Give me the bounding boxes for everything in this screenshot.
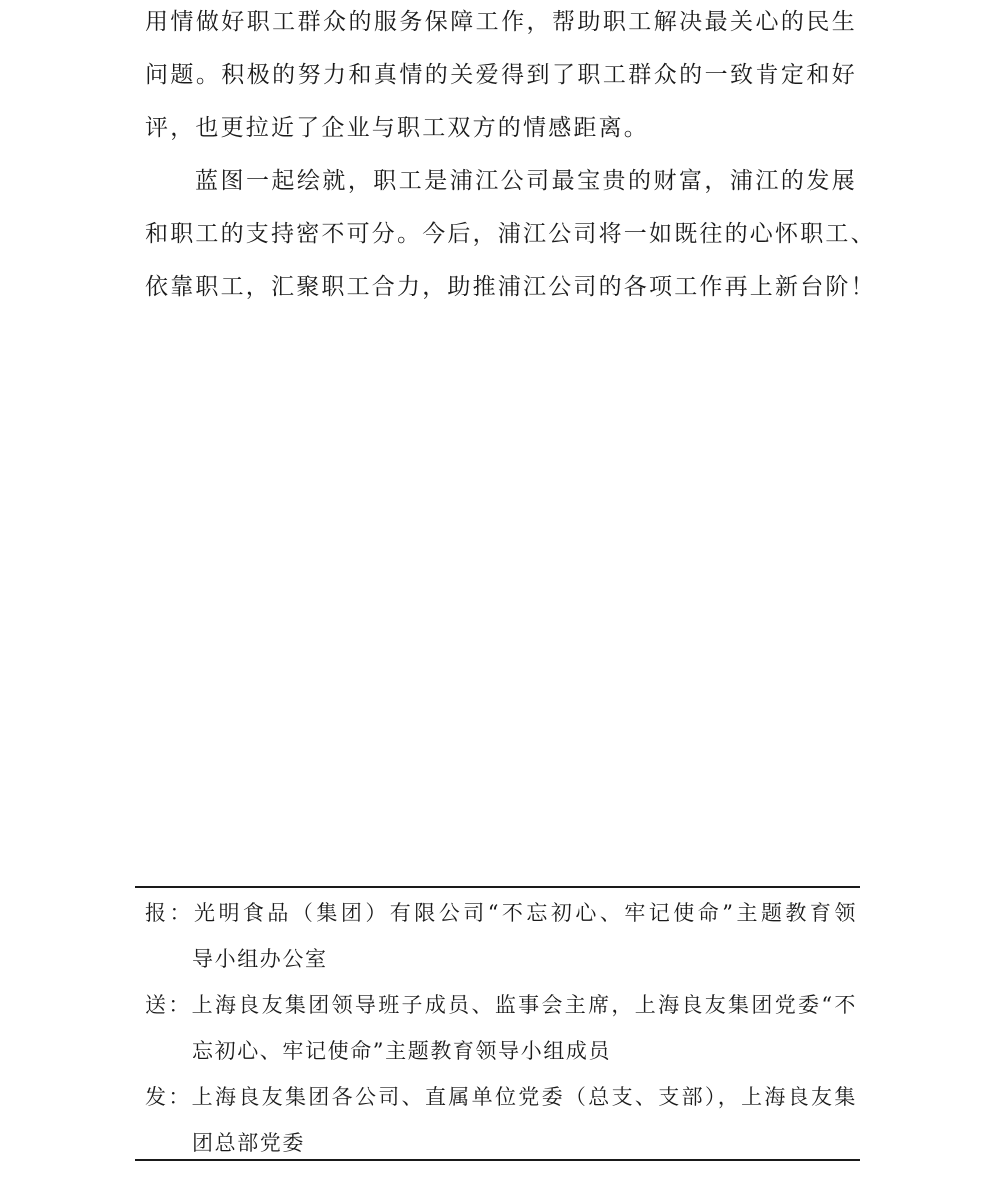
paragraph-1 bbox=[145, 0, 857, 155]
issue-to-entry bbox=[145, 1074, 857, 1166]
paragraph-line: 评，也更拉近了企业与职工双方的情感距离。 bbox=[145, 115, 649, 141]
body-text bbox=[145, 0, 876, 314]
report-to-line-1: 报：光明食品（集团）有限公司“不忘初心、牢记使命”主题教育领 bbox=[145, 901, 857, 925]
issue-to-line-2: 团总部党委 bbox=[192, 1131, 305, 1155]
paragraph-line: 问题。积极的努力和真情的关爱得到了职工群众的一致肯定和好 bbox=[145, 62, 857, 88]
distribution-list bbox=[145, 890, 857, 1166]
paragraph-line: 依靠职工，汇聚职工合力，助推浦江公司的各项工作再上新台阶！ bbox=[145, 274, 876, 300]
paragraph-line: 用情做好职工群众的服务保障工作，帮助职工解决最关心的民生 bbox=[145, 9, 857, 35]
send-to-line-1: 送：上海良友集团领导班子成员、监事会主席，上海良友集团党委“不 bbox=[145, 993, 857, 1017]
issue-to-line-1: 发：上海良友集团各公司、直属单位党委（总支、支部），上海良友集 bbox=[145, 1085, 857, 1109]
paragraph-line: 和职工的支持密不可分。今后，浦江公司将一如既往的心怀职工、 bbox=[145, 221, 876, 247]
distribution-bottom-rule bbox=[135, 1159, 860, 1161]
send-to-entry bbox=[145, 982, 857, 1074]
report-to-line-2: 导小组办公室 bbox=[192, 947, 328, 971]
distribution-top-rule bbox=[135, 886, 860, 888]
paragraph-2 bbox=[145, 155, 876, 314]
report-to-entry bbox=[145, 890, 857, 982]
send-to-line-2: 忘初心、牢记使命”主题教育领导小组成员 bbox=[192, 1039, 612, 1063]
paragraph-line: 蓝图一起绘就，职工是浦江公司最宝贵的财富，浦江的发展 bbox=[195, 168, 857, 194]
